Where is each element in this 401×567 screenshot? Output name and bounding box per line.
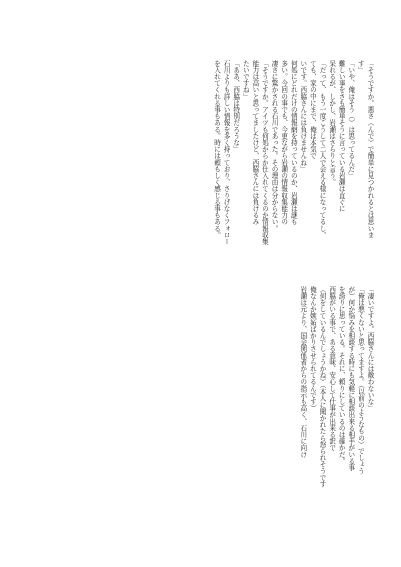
- text-line: 「いや、俺はそう（）は思ってるんだ」: [346, 60, 355, 179]
- text-line: 「そうですか。悪さ（んで）で簡単に見つかれるとは思いま: [366, 60, 374, 239]
- text-line: 「だって、もう一度こうして二人で会える様になってるし、: [318, 60, 327, 239]
- text-line: 「ああ、西脇は特別だろうな」: [231, 60, 240, 153]
- text-line: （何をしているんでしょうかね）（本人に聞かれたら怒られそうです: [318, 286, 327, 488]
- text-line: を入れてくれる事もある。時には頼もしく感じる事もある。: [212, 60, 221, 239]
- text-line: たいですね」: [241, 60, 250, 100]
- upper-text-block: [68, 60, 374, 284]
- text-line: 西脇がいる事で、ある意味、安心して仕事が出来る訳で: [327, 286, 336, 451]
- text-line: す」: [356, 60, 365, 74]
- text-line: 「俺は悪くないと思ってますよ。（以前のようなもの）でしょう: [356, 286, 365, 475]
- text-line: 凄さに驚かされる石川であった。その理由は分からない。: [270, 60, 279, 232]
- lower-text-block: [68, 286, 374, 510]
- text-line: が）何か悩みを相談する時にも気軽に相談出来る相手がいる事: [346, 286, 355, 471]
- text-line: 石川よりも詳しい情報を多く持っており、さりげなくフォロー: [222, 60, 231, 245]
- text-line: ても、家の中にまで、俺は本気で: [308, 60, 317, 159]
- text-line: 難しい事をさも簡単そうに言っている岩瀬は直ぐに: [337, 60, 346, 212]
- text-line: を誇りに思っている。それに、頼りにしているのは確かだ。: [337, 286, 346, 465]
- text-line: 俺なんか嫉妬ばかりさせられてるんです）: [308, 286, 317, 412]
- text-line: 多い。今回の事でも、今更ながら岩瀬の情報収集能力の: [279, 60, 288, 225]
- text-line: 「そうですか。アイツも何処からか仕入れてくるのか情報収集: [260, 60, 269, 245]
- text-line: 何処にどれだけの情報網を持っているのか、岩瀬は謎も: [289, 60, 298, 225]
- text-line: 「凄いですよ。西脇さんには敵わないな」: [366, 286, 374, 412]
- text-line: 能力は高いと思ってましたけど、西脇さんには負けるみ: [250, 60, 259, 225]
- text-line: いです。西脇さんには負けませんね」: [298, 60, 307, 173]
- text-line: 岩瀬は元より、国会関係者からの指示も高く、石川に向け: [298, 286, 307, 458]
- text-line: 呆れるが、しかし、岩瀬はさらりと言う。: [327, 60, 336, 186]
